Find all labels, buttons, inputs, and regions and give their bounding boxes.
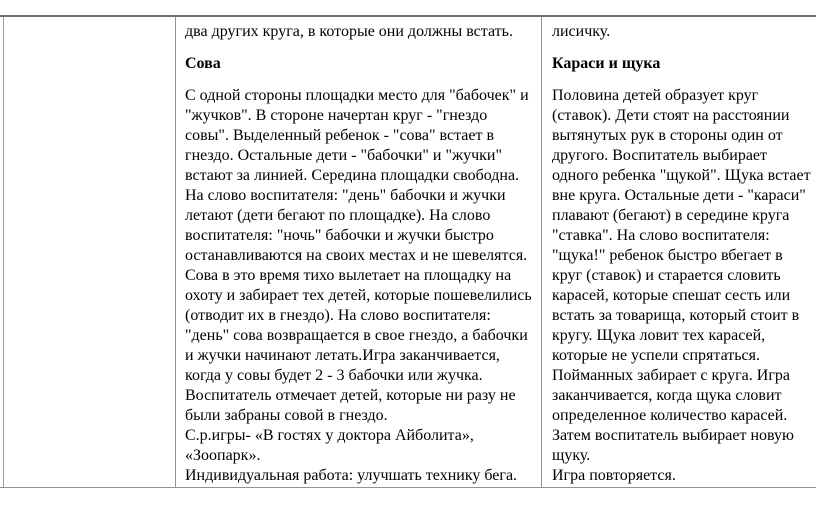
role-play-games-note: С.р.игры- «В гостях у доктора Айболита», «Зоопарк».	[185, 427, 474, 464]
table-cell-empty	[3, 17, 176, 487]
table-cell-owl-game	[176, 17, 542, 487]
individual-work-note: Индивидуальная работа: улучшать технику бега.	[185, 467, 518, 484]
game-description-owl: С одной стороны площадки место для "бабочек" и "жучков". В стороне начертан круг - "гнездо совы". Выделенный ребенок - "сова" встает в гнездо. Остальные дети - "бабочки" и "жучки" встают за линией. Середина площадки свободна. На слово воспитателя: "день" бабочки и жучки летают (дети бегают по площадке). На слово воспитателя: "ночь" бабочки и жучки быстро останавливаются на своих местах и не шевелятся. Сова в это время тихо вылетает на площадку на охоту и забирает тех детей, которые пошевелились (отводит их в гнездо). На слово воспитателя: "день" сова возвращается в свое гнездо, а бабочки и жучки начинают летать.Игра заканчивается, когда у совы будет 2 - 3 бабочки или жучка. Воспитатель отмечает детей, которые ни разу не были забраны совой в гнездо.	[185, 87, 532, 424]
game-title-pike: Караси и щука	[552, 55, 661, 72]
table-cell-pike-game	[542, 17, 816, 487]
game-description-pike: Половина детей образует круг (ставок). Дети стоят на расстоянии вытянутых рук в стороны один от другого. Воспитатель выбирает одного ребенка "щукой". Щука встает вне круга. Остальные дети - "караси" плавают (бегают) в середине круга "ставка". На слово воспитателя: "щука!" ребенок быстро вбегает в круг (ставок) и старается словить карасей, которые спешат сесть или встать за товарища, который стоит в кругу. Щука ловит тех карасей, которые не успели спрятаться. Пойманных забирает с круга. Игра заканчивается, когда щука словит определенное количество карасей. Затем воспитатель выбирает новую щуку.	[552, 87, 811, 464]
continuation-text-pike: лисичку.	[552, 23, 611, 40]
game-repeat-note: Игра повторяется.	[552, 467, 676, 484]
game-title-owl: Сова	[185, 55, 221, 72]
lesson-plan-table	[0, 15, 816, 488]
continuation-text-owl: два других круга, в которые они должны встать.	[185, 23, 513, 40]
